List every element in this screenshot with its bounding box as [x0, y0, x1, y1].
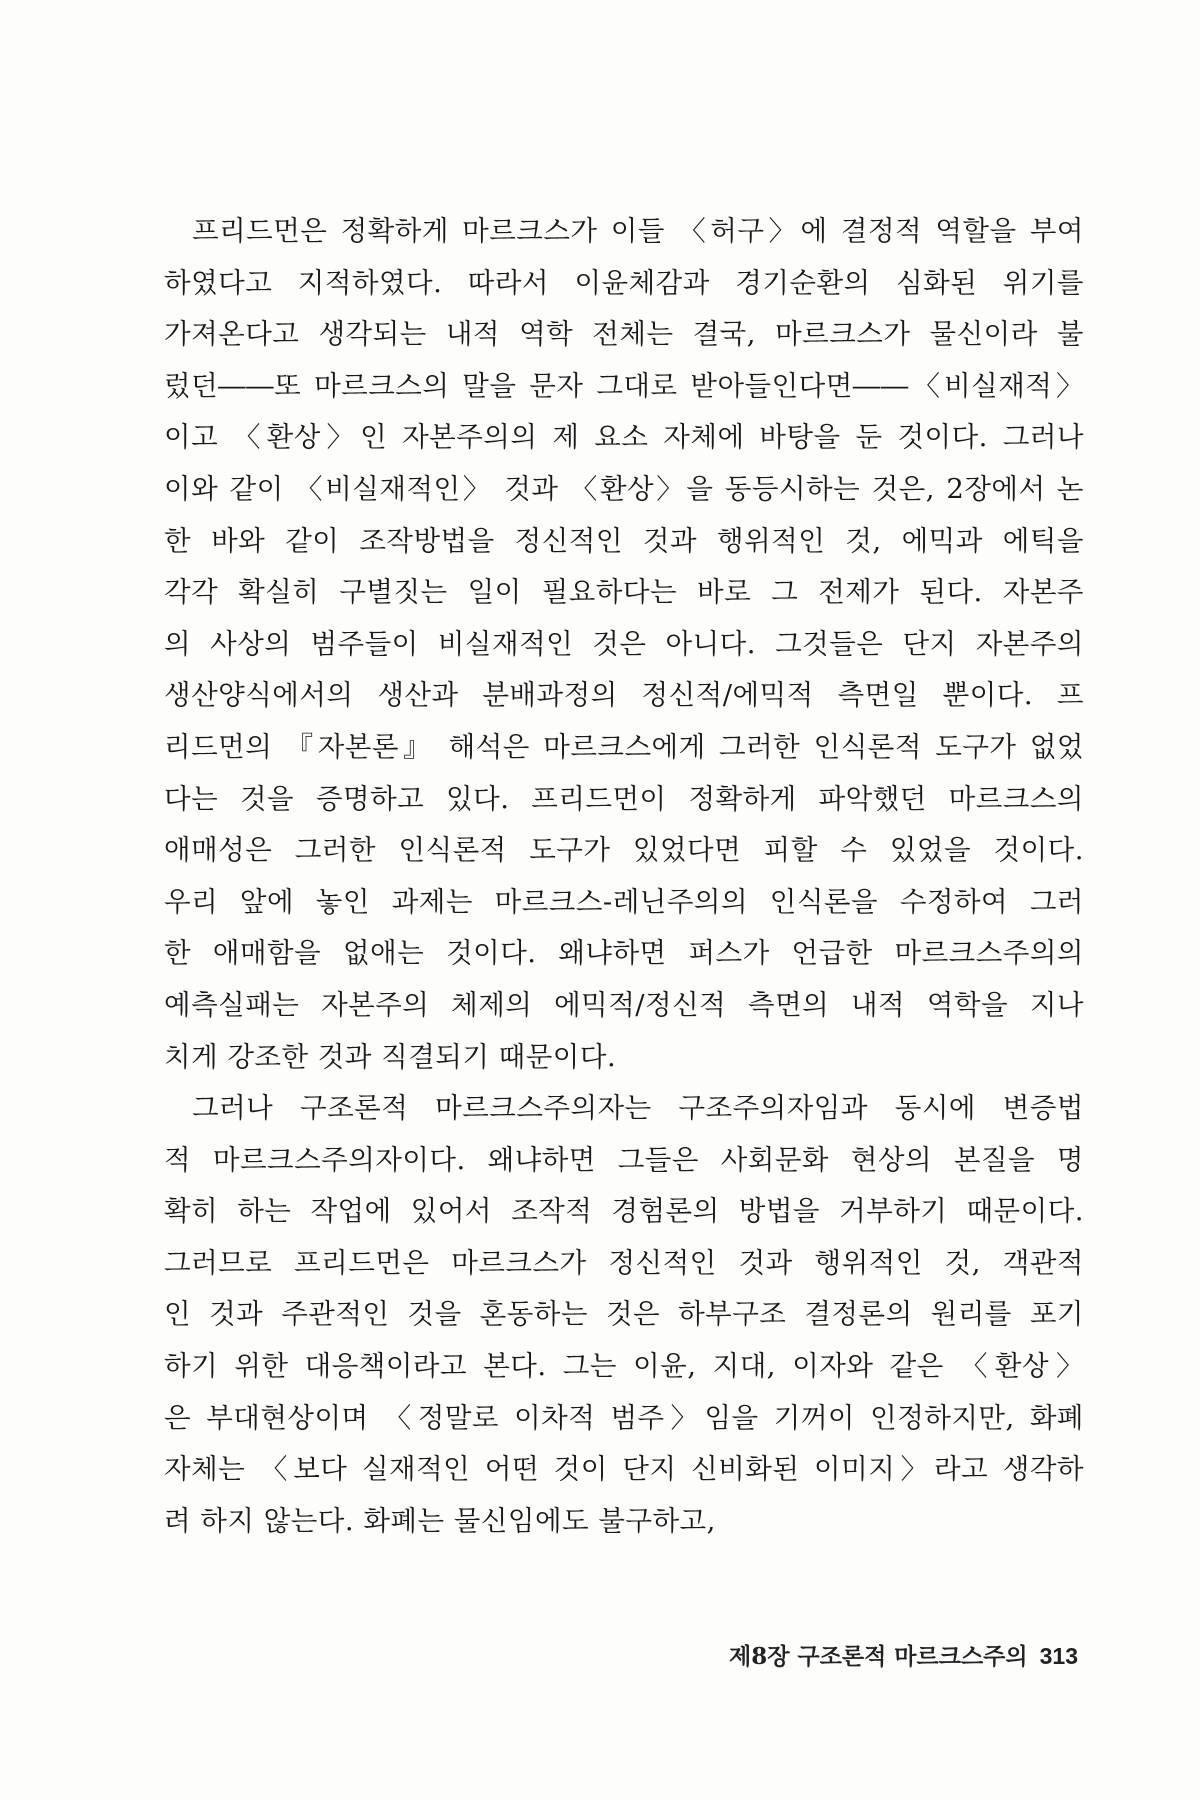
paragraph-line: 은 부대현상이며 〈정말로 이차적 범주〉임을 기꺼이 인정하지만, 화폐 [164, 1401, 1084, 1434]
page-footer [600, 1638, 1078, 1671]
paragraph-line: 프리드먼은 정확하게 마르크스가 이들 〈허구〉에 결정적 역할을 부여 [192, 215, 1084, 247]
paragraph-line: 자체는 〈보다 실재적인 어떤 것이 단지 신비화된 이미지〉라고 생각하 [164, 1453, 1084, 1486]
paragraph-line: 예측실패는 자본주의 체제의 에믹적/정신적 측면의 내적 역학을 지나 [164, 988, 1084, 1021]
paragraph-line: 의 사상의 범주들이 비실재적인 것은 아니다. 그것들은 단지 자본주의 [164, 627, 1084, 660]
paragraph-line: 이고 〈환상〉인 자본주의의 제 요소 자체에 바탕을 둔 것이다. 그러나 [164, 421, 1084, 454]
paragraph-line: 인 것과 주관적인 것을 혼동하는 것은 하부구조 결정론의 원리를 포기 [164, 1298, 1084, 1331]
paragraph-line: 그러므로 프리드먼은 마르크스가 정신적인 것과 행위적인 것, 객관적 [164, 1246, 1084, 1279]
paragraph-line: 생산양식에서의 생산과 분배과정의 정신적/에믹적 측면일 뿐이다. 프 [164, 679, 1084, 712]
paragraph-line: 하였다고 지적하였다. 따라서 이윤체감과 경기순환의 심화된 위기를 [164, 266, 1084, 299]
paragraph-line: 적 마르크스주의자이다. 왜냐하면 그들은 사회문화 현상의 본질을 명 [164, 1143, 1084, 1176]
page-number: 313 [1039, 1643, 1078, 1669]
paragraph-line: 렀던――또 마르크스의 말을 문자 그대로 받아들인다면――〈비실재적〉 [164, 369, 1084, 402]
running-head: 제8장 구조론적 마르크스주의 [728, 1643, 1028, 1670]
paragraph-line: 가져온다고 생각되는 내적 역학 전체는 결국, 마르크스가 물신이라 불 [164, 318, 1084, 351]
body-text [164, 206, 1084, 1547]
paragraph-line: 다는 것을 증명하고 있다. 프리드먼이 정확하게 파악했던 마르크스의 [164, 782, 1084, 815]
paragraph-line: 한 바와 같이 조작방법을 정신적인 것과 행위적인 것, 에믹과 에틱을 [164, 524, 1084, 557]
paragraph-line: 애매성은 그러한 인식론적 도구가 있었다면 피할 수 있었을 것이다. [164, 834, 1084, 867]
paragraph-line: 려 하지 않는다. 화폐는 물신임에도 불구하고, [164, 1504, 716, 1537]
paragraph-line: 우리 앞에 놓인 과제는 마르크스-레닌주의의 인식론을 수정하여 그러 [164, 885, 1084, 918]
paragraph-line: 확히 하는 작업에 있어서 조작적 경험론의 방법을 거부하기 때문이다. [164, 1195, 1084, 1228]
paragraph-line: 한 애매함을 없애는 것이다. 왜냐하면 퍼스가 언급한 마르크스주의의 [164, 937, 1084, 970]
paragraph-line: 리드먼의 『자본론』 해석은 마르크스에게 그러한 인식론적 도구가 없었 [164, 730, 1084, 763]
paragraph-line: 이와 같이 〈비실재적인〉 것과 〈환상〉을 동등시하는 것은, 2장에서 논 [164, 472, 1084, 505]
paragraph-line: 그러나 구조론적 마르크스주의자는 구조주의자임과 동시에 변증법 [192, 1092, 1084, 1125]
paragraph-line: 각각 확실히 구별짓는 일이 필요하다는 바로 그 전제가 된다. 자본주 [164, 576, 1084, 609]
paragraph-line: 하기 위한 대응책이라고 본다. 그는 이윤, 지대, 이자와 같은 〈환상〉 [164, 1350, 1084, 1383]
paragraph-line: 치게 강조한 것과 직결되기 때문이다. [164, 1040, 617, 1073]
